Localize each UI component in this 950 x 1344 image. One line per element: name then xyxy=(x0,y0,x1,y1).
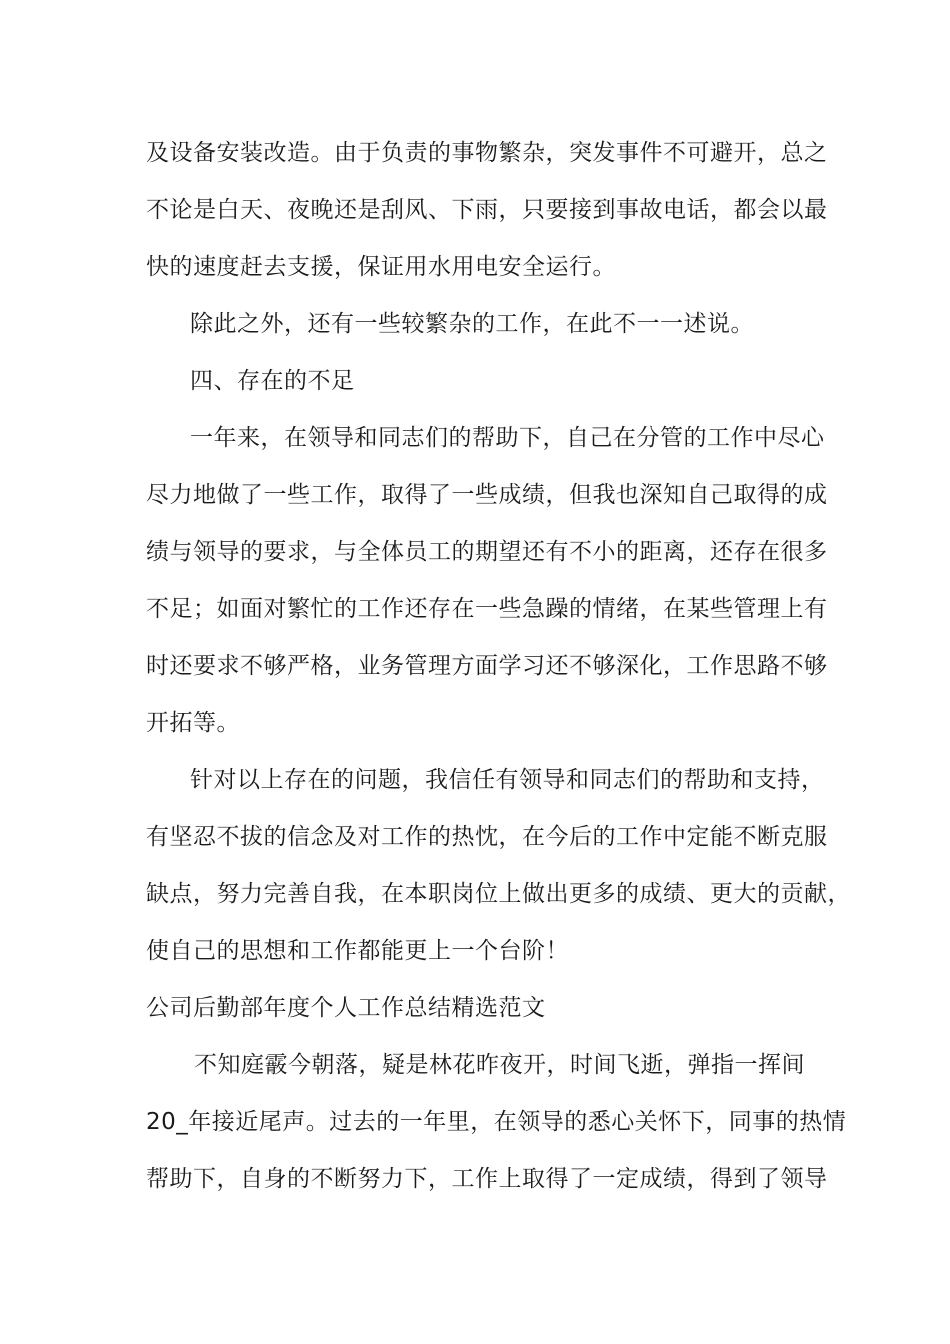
body-text-line: 不知庭霰今朝落，疑是林花昨夜开，时间飞逝，弹指一挥间 xyxy=(194,1052,805,1078)
body-text-line: 有坚忍不拔的信念及对工作的热忱，在今后的工作中定能不断克服 xyxy=(146,824,828,850)
body-text-line: 及设备安装改造。由于负责的事物繁杂，突发事件不可避开，总之 xyxy=(146,140,828,166)
body-text-line: 一年来，在领导和同志们的帮助下，自己在分管的工作中尽心 xyxy=(190,425,825,451)
body-text-line: 20_年接近尾声。过去的一年里，在领导的悉心关怀下，同事的热情 xyxy=(146,1109,847,1135)
body-text-line: 时还要求不够严格，业务管理方面学习还不够深化，工作思路不够 xyxy=(146,653,828,679)
body-text-line: 尽力地做了一些工作，取得了一些成绩，但我也深知自己取得的成 xyxy=(146,482,828,508)
body-text-line: 针对以上存在的问题，我信任有领导和同志们的帮助和支持， xyxy=(190,767,825,793)
body-text-line: 使自己的思想和工作都能更上一个台阶！ xyxy=(146,938,569,964)
body-text-line: 缺点，努力完善自我，在本职岗位上做出更多的成绩、更大的贡献， xyxy=(146,881,851,907)
section-heading: 四、存在的不足 xyxy=(190,368,355,394)
body-text-line: 帮助下，自身的不断努力下，工作上取得了一定成绩，得到了领导 xyxy=(146,1166,828,1192)
body-text-line: 快的速度赶去支援，保证用水用电安全运行。 xyxy=(146,254,616,280)
body-text-line: 绩与领导的要求，与全体员工的期望还有不小的距离，还存在很多 xyxy=(146,539,828,565)
body-text-line: 开拓等。 xyxy=(146,710,240,736)
body-text-line: 不论是白天、夜晚还是刮风、下雨，只要接到事故电话，都会以最 xyxy=(146,197,828,223)
body-text-line: 除此之外，还有一些较繁杂的工作，在此不一一述说。 xyxy=(190,311,754,337)
body-text-line: 不足；如面对繁忙的工作还存在一些急躁的情绪，在某些管理上有 xyxy=(146,596,828,622)
document-title: 公司后勤部年度个人工作总结精选范文 xyxy=(146,995,546,1021)
